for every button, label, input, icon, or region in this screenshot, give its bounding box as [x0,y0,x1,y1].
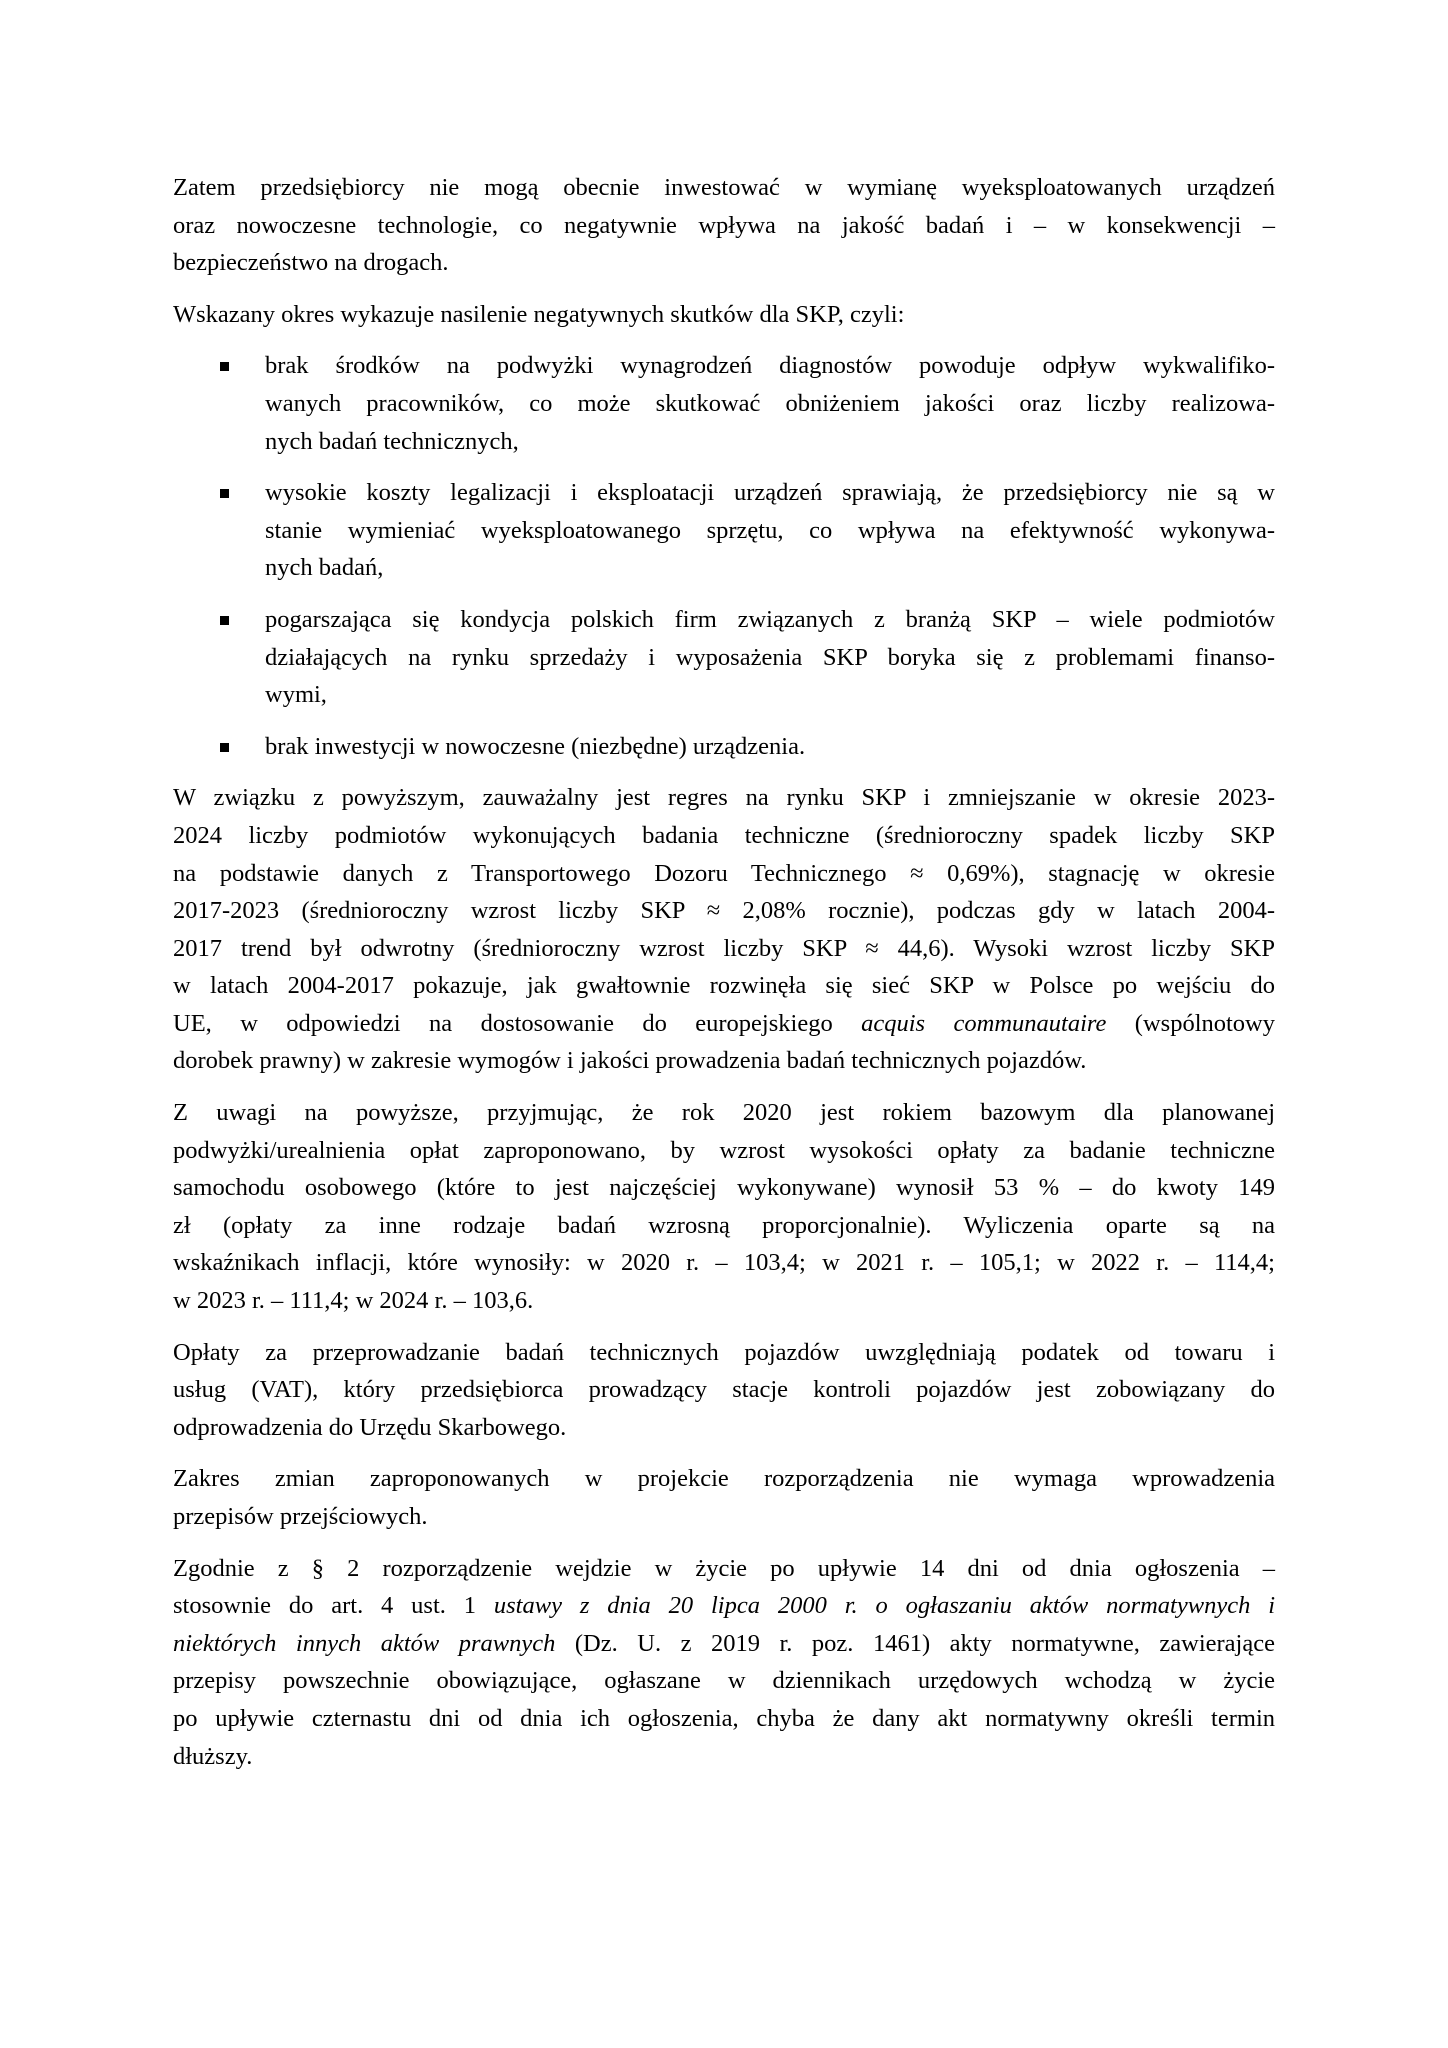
text-line: wymi, [265,681,327,709]
italic-text-segment: niektórych innych aktów prawnych [173,1629,556,1657]
paragraph-investment [173,169,1275,282]
text-line: przepisy powszechnie obowiązujące, ogłaszane w dziennikach urzędowych wchodzą w życie [173,1667,1275,1695]
text-line: 2017-2023 (średnioroczny wzrost liczby SKP ≈ 2,08% rocznie), podczas gdy w latach 2004- [173,897,1275,925]
bullet-item-no-investment [173,728,1275,766]
text-line: stanie wymieniać wyeksploatowanego sprzętu, co wpływa na efektywność wykonywa- [265,516,1275,544]
text-line: dorobek prawny) w zakresie wymogów i jakości prowadzenia badań technicznych pojazdów. [173,1047,1087,1075]
text-line: nych badań technicznych, [265,427,519,455]
text-line: Zakres zmian zaproponowanych w projekcie rozporządzenia nie wymaga wprowadzenia [173,1465,1275,1493]
paragraph-negative-effects-intro [173,296,1275,334]
text-segment: (Dz. U. z 2019 r. poz. 1461) akty normatywne, zawierające [555,1629,1275,1657]
paragraph-transitional-provisions [173,1460,1275,1535]
paragraph-vat [173,1334,1275,1447]
text-line: działających na rynku sprzedaży i wyposażenia SKP boryka się z problemami finanso- [265,643,1275,671]
text-line: w 2023 r. – 111,4; w 2024 r. – 103,6. [173,1287,534,1315]
text-line: brak środków na podwyżki wynagrodzeń diagnostów powoduje odpływ wykwalifiko- [265,352,1275,380]
text-line: pogarszająca się kondycja polskich firm związanych z branżą SKP – wiele podmiotów [265,605,1275,633]
bullet-item-equipment-costs [173,474,1275,587]
square-bullet-icon [220,362,229,371]
italic-text-segment: ustawy z dnia 20 lipca 2000 r. o ogłaszaniu aktów normatywnych i [493,1592,1276,1620]
text-line: W związku z powyższym, zauważalny jest regres na rynku SKP i zmniejszanie w okresie 2023- [173,784,1275,812]
text-line: na podstawie danych z Transportowego Dozoru Technicznego ≈ 0,69%), stagnację w okresie [173,859,1275,887]
paragraph-skp-market-trends [173,779,1275,1080]
paragraph-entry-into-force [173,1550,1275,1776]
text-line: 2017 trend był odwrotny (średnioroczny wzrost liczby SKP ≈ 44,6). Wysoki wzrost liczby SKP [173,934,1275,962]
text-line: Opłaty za przeprowadzanie badań technicznych pojazdów uwzględniają podatek od towaru i [173,1338,1275,1366]
text-line: zł (opłaty za inne rodzaje badań wzrosną proporcjonalnie). Wyliczenia oparte są na [173,1211,1275,1239]
square-bullet-icon [220,616,229,625]
paragraph-fee-increase [173,1094,1275,1320]
text-line: Zatem przedsiębiorcy nie mogą obecnie inwestować w wymianę wyeksploatowanych urządzeń [173,174,1275,201]
text-line [173,1005,1275,1043]
text-line: brak inwestycji w nowoczesne (niezbędne) urządzenia. [265,732,806,760]
bullet-item-firms-condition [173,601,1275,714]
text-line [173,1587,1275,1625]
bullet-text [265,474,1275,587]
text-line: wanych pracowników, co może skutkować obniżeniem jakości oraz liczby realizowa- [265,389,1275,417]
text-line: Zgodnie z § 2 rozporządzenie wejdzie w życie po upływie 14 dni od dnia ogłoszenia – [173,1554,1275,1582]
text-line: bezpieczeństwo na drogach. [173,249,449,277]
text-line [173,1625,1275,1663]
text-line: odprowadzenia do Urzędu Skarbowego. [173,1413,567,1441]
text-line: Z uwagi na powyższe, przyjmując, że rok 2020 jest rokiem bazowym dla planowanej [173,1099,1275,1127]
text-line: usług (VAT), który przedsiębiorca prowadzący stacje kontroli pojazdów jest zobowiązany do [173,1376,1275,1404]
text-line: Wskazany okres wykazuje nasilenie negatywnych skutków dla SKP, czyli: [173,300,905,328]
text-line: wskaźnikach inflacji, które wynosiły: w 2020 r. – 103,4; w 2021 r. – 105,1; w 2022 r. – 114,4; [173,1249,1275,1277]
text-line: dłuższy. [173,1742,253,1770]
square-bullet-icon [220,743,229,752]
text-line: nych badań, [265,554,384,582]
text-segment: (wspólnotowy [1106,1009,1275,1037]
text-line: oraz nowoczesne technologie, co negatywnie wpływa na jakość badań i – w konsekwencji – [173,211,1275,239]
text-line: wysokie koszty legalizacji i eksploatacji urządzeń sprawiają, że przedsiębiorcy nie są w [265,479,1275,507]
text-line: 2024 liczby podmiotów wykonujących badania techniczne (średnioroczny spadek liczby SKP [173,821,1275,849]
text-line: w latach 2004-2017 pokazuje, jak gwałtownie rozwinęła się sieć SKP w Polsce po wejściu do [173,972,1275,1000]
text-segment: UE, w odpowiedzi na dostosowanie do europejskiego [173,1009,862,1037]
bullet-text [265,601,1275,714]
text-line: przepisów przejściowych. [173,1503,428,1530]
bullet-text [265,347,1275,460]
text-line: po upływie czternastu dni od dnia ich ogłoszenia, chyba że dany akt normatywny określi termin [173,1704,1275,1732]
bullet-text [265,728,1275,766]
square-bullet-icon [220,489,229,498]
text-line: podwyżki/urealnienia opłat zaproponowano, by wzrost wysokości opłaty za badanie techniczne [173,1136,1275,1164]
bullet-item-diagnosticians-pay [173,347,1275,460]
text-line: samochodu osobowego (które to jest najczęściej wykonywane) wynosił 53 % – do kwoty 149 [173,1174,1275,1202]
text-segment: stosownie do art. 4 ust. 1 [173,1592,494,1620]
bullet-list [173,347,1275,765]
italic-text-segment: acquis communautaire [861,1009,1107,1037]
